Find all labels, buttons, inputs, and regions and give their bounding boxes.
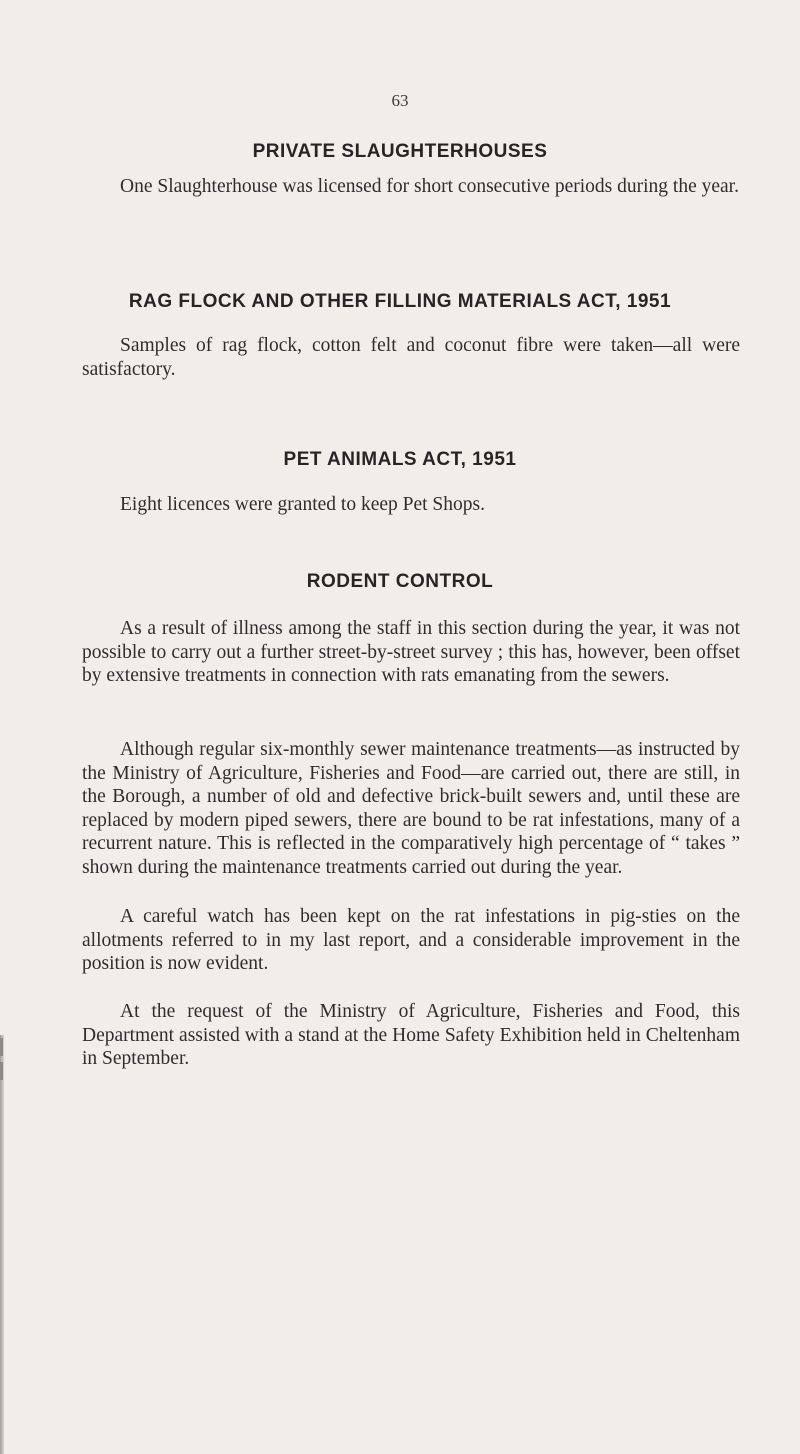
paragraph-rodent-illness: As a result of illness among the staff in this section during the year, it was not possible to carry out a further street-by-street survey ; this has, however, been offset by extensive treatments in connection with rats emanating from the sewers. — [82, 618, 740, 686]
binding-mark — [0, 1038, 3, 1056]
binding-mark — [0, 1062, 3, 1080]
paragraph-rag-flock: Samples of rag flock, cotton felt and coconut fibre were taken—all were satisfactory. — [82, 335, 740, 380]
paragraph-home-safety-exhibition: At the request of the Ministry of Agriculture, Fisheries and Food, this Department assisted with a stand at the Home Safety Exhibition held in Cheltenham in September. — [82, 1001, 740, 1069]
paragraph-slaughterhouse: One Slaughterhouse was licensed for short consecutive periods during the year. — [120, 176, 739, 197]
heading-rodent-control: RODENT CONTROL — [306, 571, 494, 592]
binding-edge — [0, 1035, 4, 1454]
heading-rag-flock-act: RAG FLOCK AND OTHER FILLING MATERIALS ACT, 1951 — [128, 291, 672, 312]
heading-pet-animals-act: PET ANIMALS ACT, 1951 — [283, 449, 517, 470]
paragraph-pet-shops: Eight licences were granted to keep Pet Shops. — [120, 494, 485, 515]
paragraph-pig-sties: A careful watch has been kept on the rat infestations in pig-sties on the allotments referred to in my last report, and a considerable improvement in the position is now evident. — [82, 906, 740, 974]
page-number: 63 — [391, 91, 409, 110]
heading-private-slaughterhouses: PRIVATE SLAUGHTERHOUSES — [252, 141, 548, 162]
paragraph-sewer-maintenance: Although regular six-monthly sewer maintenance treatments—as instructed by the Ministry of Agriculture, Fisheries and Food—are carried out, there are still, in the Borough, a number of old and defective brick-built sewers and, until these are replaced by modern piped sewers, there are bound to be rat infestations, many of a recurrent nature. This is reflected in the comparatively high percentage of “ takes ” shown during the maintenance treatments carried out during the year. — [82, 739, 740, 878]
